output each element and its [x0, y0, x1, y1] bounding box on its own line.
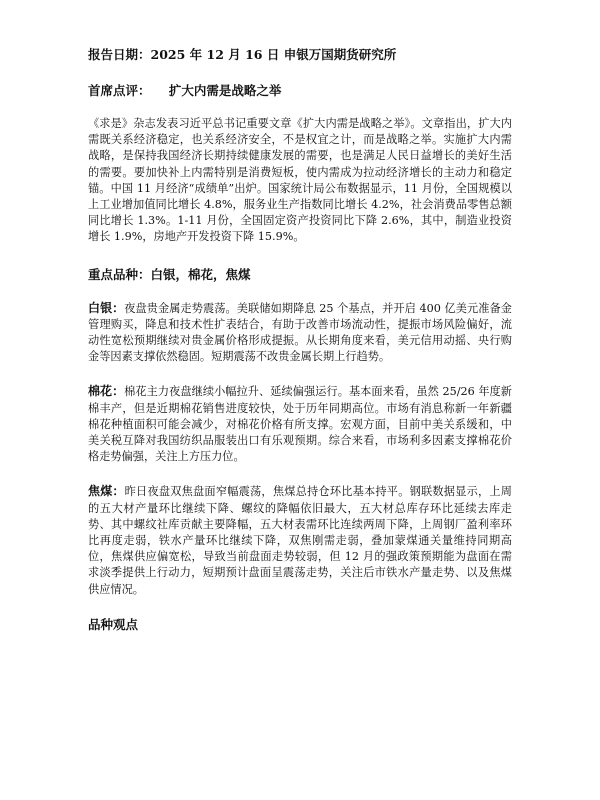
- chief-commentary-label: 首席点评：: [88, 83, 151, 98]
- chief-commentary-heading: [88, 82, 512, 100]
- commodity-cotton: [88, 383, 512, 465]
- commodity-text: 棉花主力夜盘继续小幅拉升、延续偏强运行。基本面来看，虽然 25/26 年度新棉丰产，但是近期棉花销售进度较快，处于历年同期高位。市场有消息称新一年新疆棉花种植面积可能会减少，对棉花价格有所支撑。宏观方面，目前中美关系缓和，中美关税互降对我国纺织品服装出口有乐观预期。综合来看，市场利多因素支撑棉花价格走势偏强，关注上方压力位。: [88, 385, 512, 464]
- commodity-name: 白银：: [88, 300, 125, 315]
- commodity-silver: [88, 300, 512, 366]
- focus-commodities-heading: 重点品种：白银，棉花，焦煤: [88, 266, 251, 282]
- commodity-text: 昨日夜盘双焦盘面窄幅震荡，焦煤总持仓环比基本持平。钢联数据显示，上周的五大材产量环比继续下降、螺纹的降幅依旧最大，五大材总库存环比延续去库走势、其中螺纹社库贡献主要降幅，五大材表需环比连续两周下降，上周钢厂盈利率环比再度走弱，铁水产量环比继续下降，双焦刚需走弱，叠加蒙煤通关量维持同期高位，焦煤供应偏宽松，导致当前盘面走势较弱，但 12 月的强政策预期能为盘面在需求淡季提供上行动力，短期预计盘面呈震荡走势，关注后市铁水产量走势、以及焦煤供应情况。: [88, 485, 512, 596]
- report-date: 报告日期：2025 年 12 月 16 日 申银万国期货研究所: [88, 47, 397, 62]
- commodity-name: 棉花：: [88, 384, 125, 399]
- commodity-text: 夜盘贵金属走势震荡。美联储如期降息 25 个基点，并开启 400 亿美元准备金管理购买，降息和技术性扩表结合，有助于改善市场流动性，提振市场风险偏好，流动性宽松预期继续对贵金属价格形成提振。从长期角度来看，美元信用动摇、央行购金等因素支撑依然稳固。短期震荡不改贵金属长期上行趋势。: [88, 301, 512, 364]
- chief-commentary-title: 扩大内需是战略之举: [168, 83, 282, 98]
- intro-paragraph: 《求是》杂志发表习近平总书记重要文章《扩大内需是战略之举》。文章指出，扩大内需既关系经济稳定，也关系经济安全，不是权宜之计，而是战略之举。实施扩大内需战略，是保持我国经济长期持续健康发展的需要，也是满足人民日益增长的美好生活的需要。要加快补上内需特别是消费短板，使内需成为拉动经济增长的主动力和稳定锚。中国 11 月经济“成绩单”出炉。国家统计局公布数据显示，11 月份，全国规模以上工业增加值同比增长 4.8%，服务业生产指数同比增长 4.2%，社会消费品零售总额同比增长 1.3%。1-11 月份，全国固定资产投资同比下降 2.6%，其中，制造业投资增长 1.9%，房地产开发投资下降 15.9%。: [88, 117, 512, 244]
- commodity-coking-coal: [88, 483, 512, 597]
- views-heading: 品种观点: [88, 616, 139, 632]
- commodity-name: 焦煤：: [88, 484, 125, 499]
